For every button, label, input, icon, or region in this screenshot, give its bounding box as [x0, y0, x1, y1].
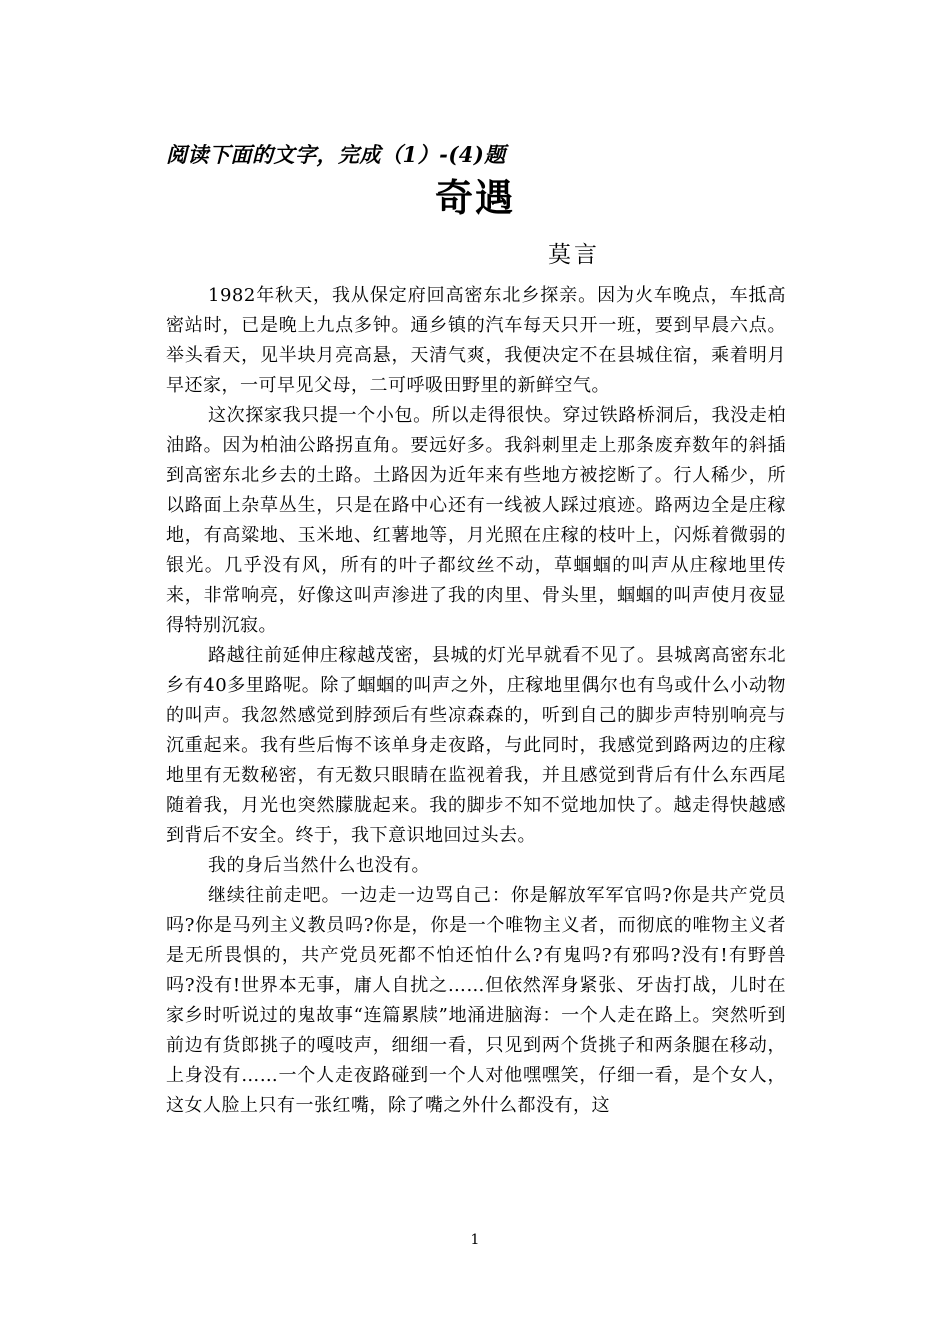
reading-instruction: 阅读下面的文字，完成（1）-(4)题	[166, 142, 506, 167]
paragraph-3: 路越往前延伸庄稼越茂密，县城的灯光早就看不见了。县城离高密东北乡有40多里路呢。除了蝈蝈的叫声之外，庄稼地里偶尔也有鸟或什么小动物的叫声。我忽然感觉到脖颈后有些凉森森的，听到自己的脚步声特别响亮与沉重起来。我有些后悔不该单身走夜路，与此同时，我感觉到路两边的庄稼地里有无数秘密，有无数只眼睛在监视着我，并且感觉到背后有什么东西尾随着我，月光也突然朦胧起来。我的脚步不知不觉地加快了。越走得快越感到背后不安全。终于，我下意识地回过头去。	[166, 645, 786, 846]
paragraph-1: 1982年秋天，我从保定府回高密东北乡探亲。因为火车晚点，车抵高密站时，已是晚上九点多钟。通乡镇的汽车每天只开一班，要到早晨六点。举头看天，见半块月亮高悬，天清气爽，我便决定不在县城住宿，乘着明月早还家，一可早见父母，二可呼吸田野里的新鲜空气。	[166, 285, 786, 396]
paragraph-5: 继续往前走吧。一边走一边骂自己：你是解放军军官吗?你是共产党员吗?你是马列主义教员吗?你是，你是一个唯物主义者，而彻底的唯物主义者是无所畏惧的，共产党员死都不怕还怕什么?有鬼吗?有邪吗?没有!有野兽吗?没有!世界本无事，庸人自扰之……但依然浑身紧张、牙齿打战，儿时在家乡时听说过的鬼故事“连篇累牍”地涌进脑海：一个人走在路上。突然听到前边有货郎挑子的嘎吱声，细细一看，只见到两个货挑子和两条腿在移动，上身没有……一个人走夜路碰到一个人对他嘿嘿笑，仔细一看，是个女人，这女人脸上只有一张红嘴，除了嘴之外什么都没有，这	[166, 885, 786, 1116]
story-body	[166, 281, 786, 1121]
paragraph-4: 我的身后当然什么也没有。	[208, 855, 430, 876]
story-author: 莫言	[548, 242, 600, 268]
page-number: 1	[470, 1232, 480, 1248]
story-title: 奇遇	[434, 175, 515, 220]
paragraph-2: 这次探家我只提一个小包。所以走得很快。穿过铁路桥洞后，我没走柏油路。因为柏油公路拐直角。要远好多。我斜刺里走上那条废弃数年的斜插到高密东北乡去的土路。土路因为近年来有些地方被挖断了。行人稀少，所以路面上杂草丛生，只是在路中心还有一线被人踩过痕迹。路两边全是庄稼地，有高粱地、玉米地、红薯地等，月光照在庄稼的枝叶上，闪烁着微弱的银光。几乎没有风，所有的叶子都纹丝不动，草蝈蝈的叫声从庄稼地里传来，非常响亮，好像这叫声渗进了我的肉里、骨头里，蝈蝈的叫声使月夜显得特别沉寂。	[166, 405, 786, 636]
